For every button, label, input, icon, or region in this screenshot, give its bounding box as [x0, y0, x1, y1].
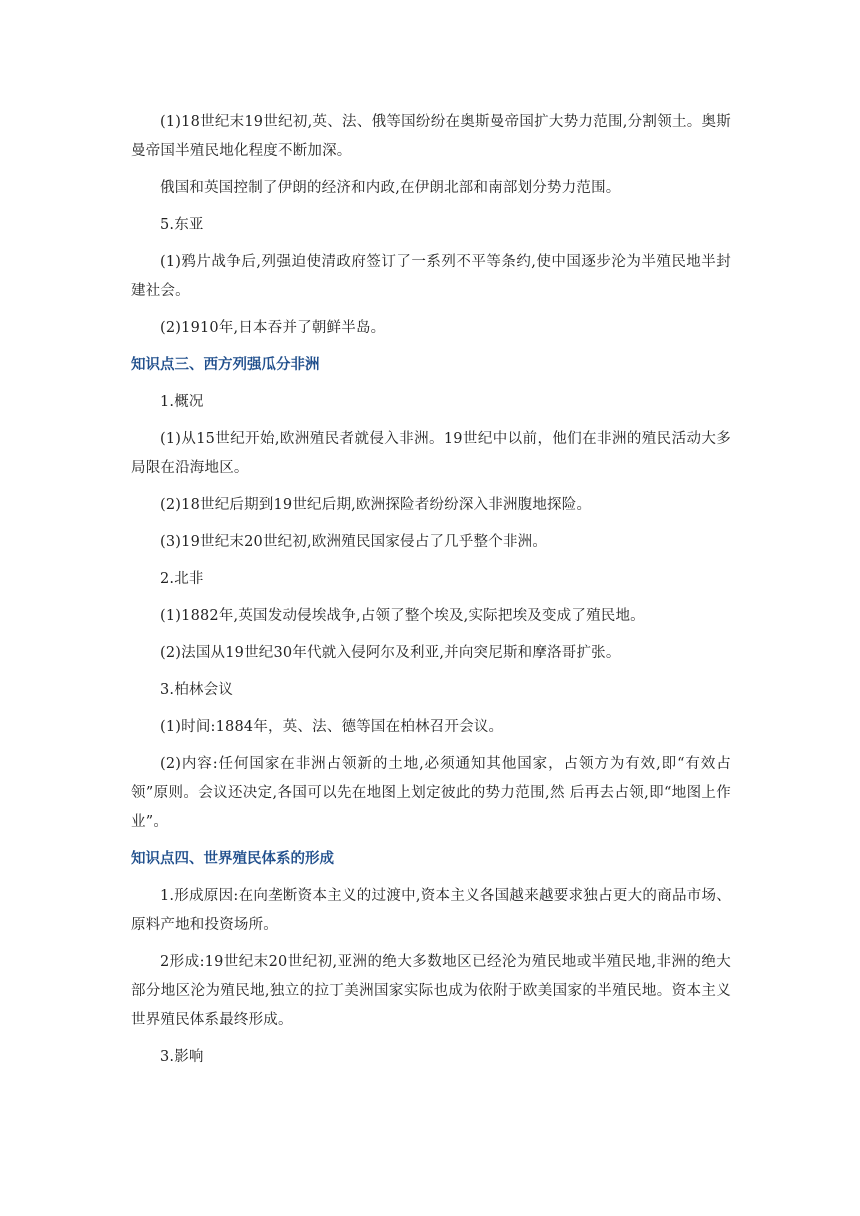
paragraph-berlin-content: (2)内容:任何国家在非洲占领新的土地,必须通知其他国家，占领方为有效,即“有效占领”原则。会议还决定,各国可以先在地图上划定彼此的势力范围,然 后再去占领,即“地图上作业”。 [131, 756, 731, 830]
paragraph-algeria: (2)法国从19世纪30年代就入侵阿尔及利亚,并向突尼斯和摩洛哥扩张。 [160, 645, 621, 661]
subheading-overview: 1.概况 [160, 394, 204, 410]
paragraph-iran: 俄国和英国控制了伊朗的经济和内政,在伊朗北部和南部划分势力范围。 [160, 180, 621, 196]
paragraph-causes: 1.形成原因:在向垄断资本主义的过渡中,资本主义各国越来越要求独占更大的商品市场、原料产地和投资场所。 [131, 888, 731, 933]
paragraph-15th-century: (1)从15世纪开始,欧洲殖民者就侵入非洲。19世纪中以前，他们在非洲的殖民活动大多局限在沿海地区。 [131, 431, 731, 476]
subheading-north-africa: 2.北非 [160, 571, 204, 587]
paragraph-opium-war: (1)鸦片战争后,列强迫使清政府签订了一系列不平等条约,使中国逐步沦为半殖民地半封建社会。 [131, 254, 731, 299]
paragraph-explorers: (2)18世纪后期到19世纪后期,欧洲探险者纷纷深入非洲腹地探险。 [160, 497, 592, 513]
document-body [131, 108, 731, 1080]
paragraph-formation: 2形成:19世纪末20世纪初,亚洲的绝大多数地区已经沦为殖民地或半殖民地,非洲的绝大部分地区沦为殖民地,独立的拉丁美洲国家实际也成为依附于欧美国家的半殖民地。资本主义世界殖民体系最终形成。 [131, 954, 731, 1028]
subheading-impact: 3.影响 [160, 1049, 204, 1065]
paragraph-korea: (2)1910年,日本吞并了朝鲜半岛。 [160, 320, 386, 336]
section-heading-colonial-system: 知识点四、世界殖民体系的形成 [131, 851, 334, 867]
paragraph-berlin-time: (1)时间:1884年，英、法、德等国在柏林召开会议。 [160, 719, 504, 735]
section-heading-africa: 知识点三、西方列强瓜分非洲 [131, 357, 320, 373]
paragraph-ottoman: (1)18世纪末19世纪初,英、法、俄等国纷纷在奥斯曼帝国扩大势力范围,分割领土。奥斯曼帝国半殖民地化程度不断加深。 [131, 114, 731, 159]
paragraph-egypt: (1)1882年,英国发动侵埃战争,占领了整个埃及,实际把埃及变成了殖民地。 [160, 608, 645, 624]
subheading-berlin-conference: 3.柏林会议 [160, 682, 234, 698]
subheading-east-asia: 5.东亚 [160, 217, 204, 233]
paragraph-occupation: (3)19世纪末20世纪初,欧洲殖民国家侵占了几乎整个非洲。 [160, 534, 548, 550]
